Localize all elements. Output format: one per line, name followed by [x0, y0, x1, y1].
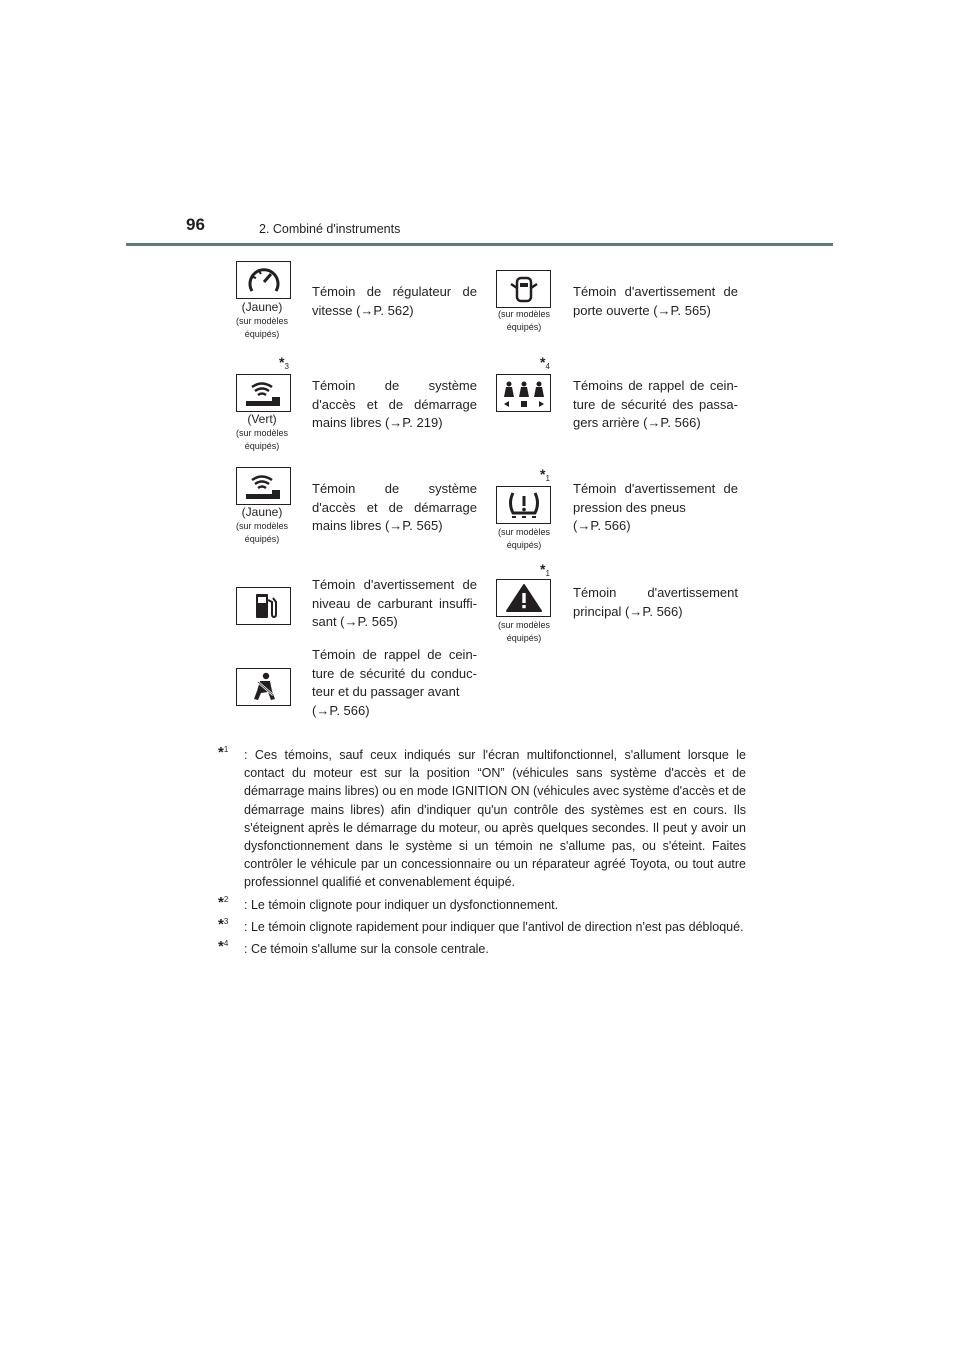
footnote-text: : Le témoin clignote pour indiquer un dysfonctionnement. [244, 897, 559, 912]
master-warning-icon [504, 582, 544, 614]
cruise-control-icon [244, 265, 284, 295]
indicator-caption [482, 526, 566, 552]
description-line: Témoin d'avertissement de [573, 481, 738, 496]
page-number: 96 [186, 215, 205, 234]
tire-pressure-icon-box [496, 486, 551, 524]
color-label: (Jaune) [241, 505, 283, 519]
description-line: pression des pneus [573, 499, 686, 515]
footnote-marker: *$^4$ [218, 938, 229, 956]
footnote-marker: $*_4$ [540, 354, 550, 371]
availability-label: équipés) [244, 441, 280, 451]
description-line: vitesse (→P. 562) [312, 302, 414, 318]
availability-label: (sur modèles [235, 428, 289, 438]
availability-label: (sur modèles [235, 521, 289, 531]
indicator-caption [222, 412, 302, 453]
footnote-marker: *$^2$ [218, 893, 229, 911]
footnote-text: : Ce témoin s'allume sur la console centrale. [244, 942, 489, 957]
rear-seatbelt-icon-box [496, 374, 551, 412]
availability-label: (sur modèles [235, 316, 289, 326]
indicator-description [312, 646, 477, 720]
description-line: niveau de carburant insuffi- [312, 595, 477, 611]
description-line: Témoin d'avertissement de [312, 577, 477, 592]
description-line: Témoin de rappel de cein- [312, 647, 477, 662]
availability-label: (sur modèles [497, 309, 551, 319]
color-label: (Jaune) [241, 300, 283, 314]
door-open-icon-box [496, 270, 551, 308]
section-title: 2. Combiné d'instruments [259, 222, 401, 236]
availability-label: équipés) [244, 329, 280, 339]
description-line: (→P. 566) [573, 518, 631, 533]
door-open-icon [504, 274, 544, 304]
indicator-description [573, 480, 738, 536]
description-line: mains libres (→P. 565) [312, 518, 443, 533]
description-line: Témoins de rappel de cein- [573, 378, 738, 393]
footnote-item [218, 938, 746, 958]
fuel-icon-box [236, 587, 291, 625]
availability-label: équipés) [506, 540, 542, 550]
description-line: ture de sécurité du conduc- [312, 665, 477, 681]
availability-label: (sur modèles [497, 527, 551, 537]
description-line: principal (→P. 566) [573, 603, 683, 619]
footnote-text: : Ces témoins, sauf ceux indiqués sur l'écran multifonctionnel, s'allument lorsque le contact du moteur est sur la position “ON” (véhicules sans système d'accès et de démarrage mains libres) ou en mode IGNITION ON (véhicules avec système d'accès et de démarrage mains libres) afin d'indiquer qu'un contrôle des systèmes est en cours. Ils s'éteignent après le démarrage du moteur, ou après quelques secondes. Il peut y avoir un dysfonctionnement dans le système si un témoin ne s'allume pas, ou s'éteint. Faites contrôler le véhicule par un concessionnaire ou un réparateur agréé Toyota, ou tout autre professionnel qualifié et convenablement équipé. [244, 748, 746, 890]
indicator-description [312, 283, 477, 320]
footnotes [218, 744, 746, 962]
description-line: d'accès et de démarrage [312, 499, 477, 515]
description-line: porte ouverte (→P. 565) [573, 302, 711, 318]
description-line: gers arrière (→P. 566) [573, 415, 701, 430]
cruise-control-icon-box [236, 261, 291, 299]
description-line: (→P. 566) [312, 702, 370, 718]
footnote-marker: $*_3$ [279, 354, 289, 371]
indicator-description [573, 377, 738, 433]
indicator-caption [222, 300, 302, 341]
indicator-caption [482, 619, 566, 645]
footnote-text: : Le témoin clignote rapidement pour indiquer que l'antivol de direction n'est pas débloqué. [244, 919, 744, 934]
description-line: Témoin d'avertissement [573, 585, 738, 600]
footnote-marker: $*_1$ [540, 466, 550, 483]
availability-label: équipés) [506, 322, 542, 332]
smart-key-icon [242, 378, 286, 408]
tire-pressure-icon [504, 489, 544, 521]
indicator-caption [222, 505, 302, 546]
seatbelt-icon-box [236, 668, 291, 706]
indicator-caption [482, 308, 566, 334]
indicator-description [573, 283, 738, 320]
description-line: ture de sécurité des passa- [573, 396, 738, 412]
indicator-description [312, 377, 477, 433]
description-line: d'accès et de démarrage [312, 396, 477, 412]
availability-label: équipés) [244, 534, 280, 544]
seatbelt-icon [244, 671, 284, 703]
header-rule [126, 243, 833, 246]
description-line: mains libres (→P. 219) [312, 415, 443, 430]
color-label: (Vert) [247, 412, 277, 426]
master-warning-icon-box [496, 579, 551, 617]
description-line: Témoin de régulateur de [312, 284, 477, 299]
footnote-marker: *$^1$ [218, 744, 229, 761]
footnote-item [218, 744, 746, 892]
fuel-icon [244, 590, 284, 622]
description-line: Témoin de système [312, 378, 477, 393]
indicator-description [312, 480, 477, 536]
rear-seatbelt-icon [499, 378, 549, 408]
footnote-item [218, 893, 746, 914]
footnote-marker: $*_1$ [540, 561, 550, 578]
smart-key-icon-box [236, 467, 291, 505]
footnote-item [218, 915, 746, 936]
description-line: Témoin de système [312, 481, 477, 496]
description-line: Témoin d'avertissement de [573, 284, 738, 299]
indicator-description [312, 576, 477, 632]
smart-key-icon-box [236, 374, 291, 412]
availability-label: équipés) [506, 633, 542, 643]
footnote-marker: *$^3$ [218, 915, 229, 933]
indicator-description [573, 584, 738, 621]
description-line: sant (→P. 565) [312, 614, 398, 629]
smart-key-icon [242, 471, 286, 501]
availability-label: (sur modèles [497, 620, 551, 630]
description-line: teur et du passager avant [312, 684, 460, 699]
